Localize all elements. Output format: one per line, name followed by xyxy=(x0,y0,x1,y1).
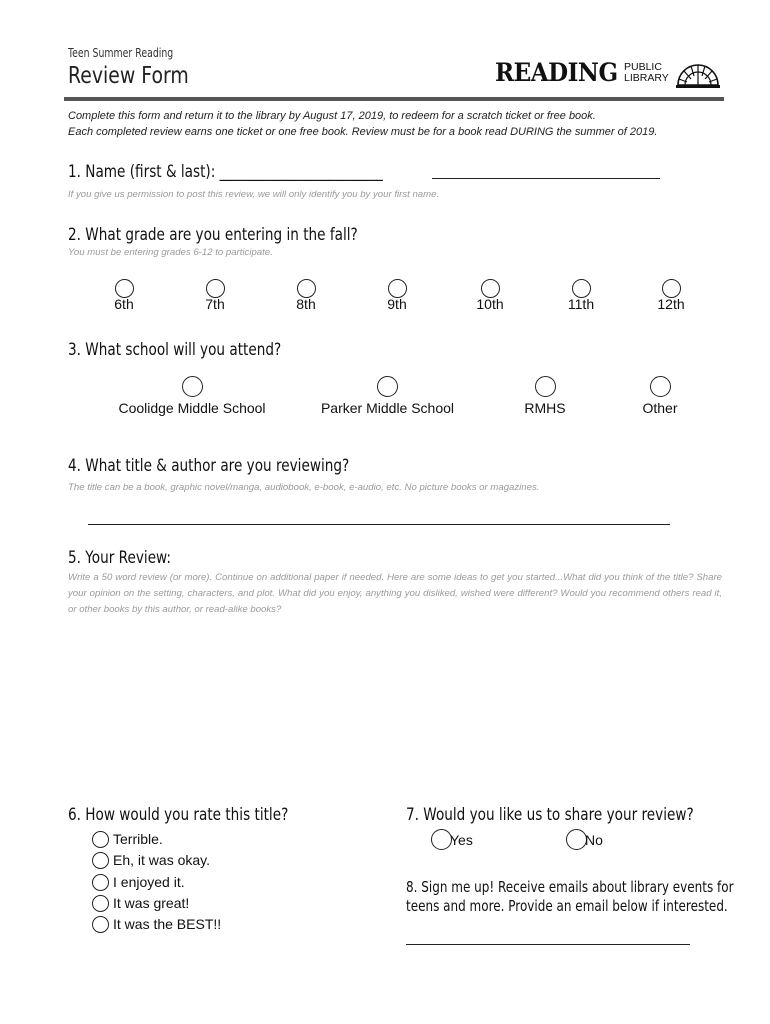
rating-option-okay[interactable] xyxy=(92,850,210,870)
q4-hint: The title can be a book, graphic novel/manga, audiobook, e-book, e-audio, etc. No picture books or magazines. xyxy=(68,482,540,493)
rating-best-label: It was the BEST!! xyxy=(113,916,222,932)
grade-9th-label: 9th xyxy=(387,296,407,312)
rating-best-radio[interactable] xyxy=(92,916,109,933)
q8-line-1: 8. Sign me up! Receive emails about library events for xyxy=(406,878,734,896)
email-line[interactable] xyxy=(406,944,690,945)
logo-line-library: LIBRARY xyxy=(624,72,669,84)
school-other-radio[interactable] xyxy=(650,376,671,397)
rating-option-terrible[interactable] xyxy=(92,829,163,849)
grade-8th-label: 8th xyxy=(296,296,316,312)
q5-hint: Write a 50 word review (or more). Continue on additional paper if needed. Here are some ideas to get you started...What did you think of the title? Share your opinion on the setting, characters, and plot. What did you enjoy, anything you disliked, wished were different? Would you recommend others read it, or other books by this author, or read-alike books? xyxy=(68,572,722,615)
grade-7th-label: 7th xyxy=(205,296,225,312)
grade-6th-label: 6th xyxy=(114,296,134,312)
share-option-no[interactable] xyxy=(566,829,603,850)
rating-option-best[interactable] xyxy=(92,914,221,934)
q3-title: 3. What school will you attend? xyxy=(68,340,282,360)
rating-great-radio[interactable] xyxy=(92,895,109,912)
grade-option-11th[interactable] xyxy=(551,279,611,312)
intro-line-1: Complete this form and return it to the library by August 17, 2019, to redeem for a scratch ticket or free book. xyxy=(68,110,596,122)
rating-great-label: It was great! xyxy=(113,895,190,911)
rating-enjoyed-radio[interactable] xyxy=(92,874,109,891)
grade-12th-label: 12th xyxy=(657,296,685,312)
grade-option-10th[interactable] xyxy=(460,279,520,312)
rating-okay-radio[interactable] xyxy=(92,852,109,869)
rating-okay-label: Eh, it was okay. xyxy=(113,852,211,868)
school-rmhs-label: RMHS xyxy=(524,400,566,416)
page-title: Review Form xyxy=(68,63,189,89)
title-author-line[interactable] xyxy=(88,524,670,525)
grade-option-8th[interactable] xyxy=(276,279,336,312)
q8-text xyxy=(406,876,770,917)
header-divider xyxy=(64,97,724,101)
intro-text xyxy=(68,108,657,140)
logo-subtitle xyxy=(624,62,669,84)
library-logo xyxy=(495,58,725,92)
school-option-other[interactable] xyxy=(630,376,690,418)
share-option-yes[interactable] xyxy=(431,829,473,850)
rating-option-great[interactable] xyxy=(92,893,189,913)
school-parker-radio[interactable] xyxy=(377,376,398,397)
school-coolidge-label: Coolidge Middle School xyxy=(118,400,266,416)
school-other-label: Other xyxy=(642,400,678,416)
q1-title: 1. Name (first & last): ________________________ xyxy=(68,162,383,182)
grade-option-9th[interactable] xyxy=(367,279,427,312)
q8-line-2: teens and more. Provide an email below if interested. xyxy=(406,897,728,915)
q5-title: 5. Your Review: xyxy=(68,548,172,568)
grade-10th-label: 10th xyxy=(476,296,504,312)
rating-terrible-label: Terrible. xyxy=(113,831,163,847)
grade-11th-label: 11th xyxy=(567,296,595,312)
rating-enjoyed-label: I enjoyed it. xyxy=(113,874,185,890)
q2-title: 2. What grade are you entering in the fall? xyxy=(68,225,358,245)
rating-terrible-radio[interactable] xyxy=(92,831,109,848)
share-no-radio[interactable] xyxy=(566,829,587,850)
q2-hint: You must be entering grades 6-12 to participate. xyxy=(68,247,273,258)
school-rmhs-radio[interactable] xyxy=(535,376,556,397)
q4-title: 4. What title & author are you reviewing? xyxy=(68,456,350,476)
school-option-coolidge[interactable] xyxy=(112,376,272,418)
library-dome-icon xyxy=(675,59,721,89)
q7-title: 7. Would you like us to share your review? xyxy=(406,805,694,825)
last-name-line[interactable] xyxy=(432,178,660,179)
q1-hint: If you give us permission to post this review, we will only identify you by your first name. xyxy=(68,189,440,200)
rating-option-enjoyed[interactable] xyxy=(92,872,185,892)
logo-line-public: PUBLIC xyxy=(624,61,662,73)
intro-line-2: Each completed review earns one ticket or one free book. Review must be for a book read DURING the summer of 2019. xyxy=(68,126,658,138)
share-yes-label: Yes xyxy=(450,831,473,848)
school-coolidge-radio[interactable] xyxy=(182,376,203,397)
form-kicker: Teen Summer Reading xyxy=(68,46,174,60)
review-writing-area[interactable] xyxy=(68,625,722,795)
grade-option-12th[interactable] xyxy=(641,279,701,312)
logo-wordmark: READING xyxy=(495,58,618,87)
school-option-parker[interactable] xyxy=(310,376,465,418)
q6-title: 6. How would you rate this title? xyxy=(68,805,289,825)
school-parker-label: Parker Middle School xyxy=(320,400,455,416)
grade-option-7th[interactable] xyxy=(185,279,245,312)
share-no-label: No xyxy=(585,831,603,848)
share-yes-radio[interactable] xyxy=(431,829,452,850)
school-option-rmhs[interactable] xyxy=(515,376,575,418)
grade-option-6th[interactable] xyxy=(94,279,154,312)
